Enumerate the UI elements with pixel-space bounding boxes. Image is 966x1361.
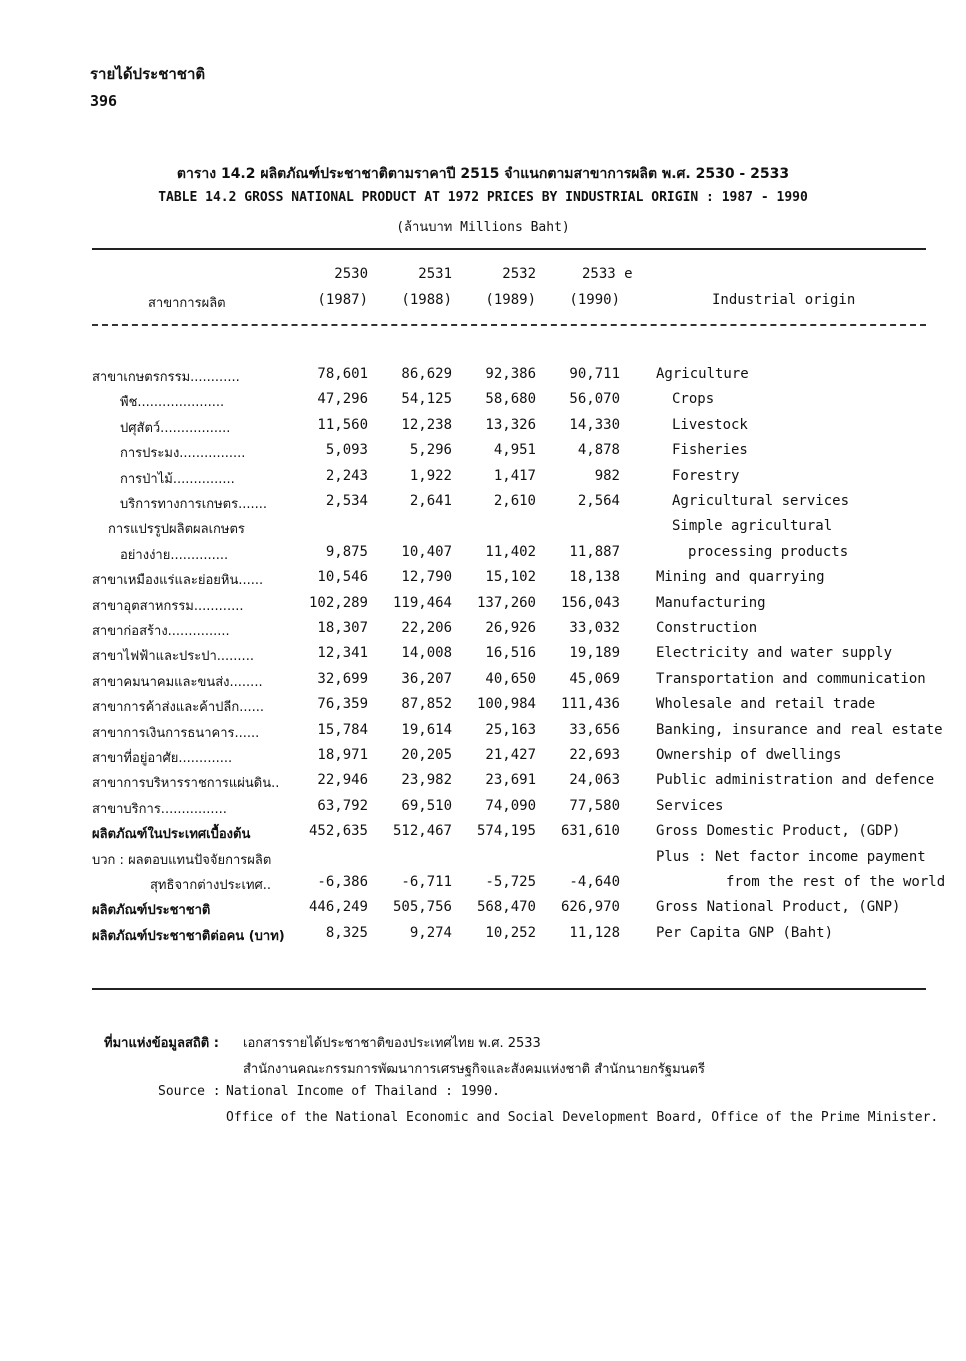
source-label-thai: ที่มาแห่งข้อมูลสถิติ : (104, 1036, 219, 1051)
row-value-1987: -6,386 (317, 874, 368, 890)
table-row (0, 417, 966, 442)
row-sector-thai: สาขาก่อสร้าง............... (92, 624, 230, 639)
row-origin-english: Services (656, 797, 724, 814)
row-sector-thai: สาขาเกษตรกรรม............ (92, 370, 240, 385)
table-title-thai: ตาราง 14.2 ผลิตภัณฑ์ประชาชาติตามราคาปี 2515 จำแนกตามสาขาการผลิต พ.ศ. 2530 - 2533 (176, 166, 790, 182)
table-row (0, 366, 966, 391)
row-sector-thai: การแปรรูปผลิตผลเกษตร (108, 522, 245, 538)
row-value-1987: 18,971 (317, 747, 368, 763)
row-value-1987: 5,093 (325, 442, 368, 459)
table-row (0, 493, 966, 518)
table-row (0, 722, 966, 747)
header-year-2532: 2532 (502, 266, 536, 282)
row-value-1989: 58,680 (485, 391, 536, 408)
table-row (0, 874, 966, 899)
header-year-2533: 2533 e (582, 266, 633, 282)
row-value-1987: 78,601 (317, 366, 368, 382)
row-sector-thai: สาขาคมนาคมและขนส่ง........ (92, 674, 263, 690)
row-origin-english: Mining and quarrying (656, 569, 825, 586)
row-value-1990: 626,970 (560, 899, 620, 916)
row-value-1987: 2,243 (325, 467, 368, 484)
row-origin-english: Gross Domestic Product, (GDP) (656, 823, 901, 840)
row-value-1988: 69,510 (401, 797, 452, 814)
row-value-1989: 100,984 (476, 696, 536, 713)
row-value-1989: 13,326 (485, 416, 536, 433)
header-year-2531: 2531 (418, 266, 452, 282)
table-row (0, 925, 966, 950)
row-value-1988: 14,008 (401, 645, 452, 662)
row-origin-english: Electricity and water supply (656, 645, 893, 662)
row-value-1989: 568,470 (476, 899, 536, 916)
row-origin-english: Transportation and communication (656, 670, 926, 687)
row-value-1989: 16,516 (485, 645, 536, 662)
table-row (0, 544, 966, 569)
header-sector-thai: สาขาการผลิต (148, 296, 226, 311)
row-value-1988: 36,207 (401, 670, 452, 687)
row-value-1989: 4,951 (493, 442, 536, 459)
page-number: 396 (90, 92, 118, 110)
row-origin-english: Banking, insurance and real estate (656, 721, 943, 738)
table-row (0, 772, 966, 797)
table-row (0, 569, 966, 594)
row-value-1987: 18,307 (317, 620, 368, 636)
row-value-1990: 45,069 (569, 670, 620, 687)
row-value-1990: 4,878 (577, 442, 620, 459)
row-value-1988: -6,711 (401, 874, 452, 890)
row-origin-english: Simple agricultural (672, 518, 833, 535)
row-value-1989: 137,260 (476, 594, 536, 611)
row-value-1990: 982 (594, 467, 620, 484)
row-value-1990: 33,032 (569, 620, 620, 636)
header-year-1990: (1990) (569, 292, 620, 308)
row-value-1987: 32,699 (317, 670, 368, 687)
row-value-1989: 92,386 (485, 366, 536, 382)
row-value-1990: 111,436 (560, 696, 620, 713)
row-value-1989: -5,725 (485, 874, 536, 890)
row-sector-thai: สาขาการเงินการธนาคาร...... (92, 725, 260, 741)
row-sector-thai: สาขาการค้าส่งและค้าปลีก...... (92, 700, 265, 716)
row-origin-english: Manufacturing (656, 594, 766, 611)
row-value-1990: 56,070 (569, 391, 620, 408)
row-sector-thai: อย่างง่าย.............. (120, 547, 229, 563)
row-sector-thai: ผลิตภัณฑ์ประชาชาติต่อคน (บาท) (92, 928, 285, 944)
row-value-1987: 22,946 (317, 772, 368, 789)
row-sector-thai: บวก : ผลตอบแทนปัจจัยการผลิต (92, 852, 272, 868)
row-value-1987: 11,560 (317, 416, 368, 433)
running-head: รายได้ประชาชาติ (90, 65, 206, 83)
table-row (0, 645, 966, 670)
source-line1-thai: เอกสารรายได้ประชาชาติของประเทศไทย พ.ศ. 2533 (243, 1036, 541, 1051)
row-sector-thai: การประมง................ (120, 446, 246, 462)
table-row (0, 823, 966, 848)
row-value-1987: 76,359 (317, 696, 368, 713)
row-value-1990: 90,711 (569, 366, 620, 382)
row-origin-english: Livestock (672, 416, 748, 433)
table-row (0, 671, 966, 696)
header-year-1988: (1988) (401, 292, 452, 308)
row-value-1987: 102,289 (308, 594, 368, 611)
row-value-1988: 512,467 (392, 823, 452, 840)
header-separator-rule (92, 324, 926, 326)
table-row (0, 747, 966, 772)
table-title-english: TABLE 14.2 GROSS NATIONAL PRODUCT AT 1972 PRICES BY INDUSTRIAL ORIGIN : 1987 - 1990 (158, 190, 808, 205)
row-value-1990: 11,887 (569, 543, 620, 560)
header-year-2530: 2530 (334, 266, 368, 282)
row-sector-thai: สุทธิจากต่างประเทศ.. (150, 878, 272, 893)
row-value-1989: 1,417 (493, 467, 536, 484)
row-value-1990: -4,640 (569, 874, 620, 890)
header-year-1989: (1989) (485, 292, 536, 308)
row-value-1987: 8,325 (325, 924, 368, 941)
table-row (0, 391, 966, 416)
row-sector-thai: สาขาอุตสาหกรรม............ (92, 598, 244, 614)
row-value-1988: 87,852 (401, 696, 452, 713)
table-row (0, 620, 966, 645)
table-row (0, 899, 966, 924)
row-sector-thai: สาขาบริการ................ (92, 801, 227, 817)
row-value-1987: 9,875 (325, 543, 368, 560)
row-value-1988: 505,756 (392, 899, 452, 916)
row-sector-thai: ผลิตภัณฑ์ในประเทศเบื้องต้น (92, 827, 251, 843)
row-origin-english: Ownership of dwellings (656, 747, 842, 763)
row-value-1989: 15,102 (485, 569, 536, 586)
row-value-1988: 9,274 (409, 924, 452, 941)
row-value-1987: 10,546 (317, 569, 368, 586)
row-origin-english: Agricultural services (672, 493, 850, 509)
row-origin-english: Per Capita GNP (Baht) (656, 924, 834, 941)
row-origin-english: processing products (688, 543, 849, 560)
row-value-1988: 12,790 (401, 569, 452, 586)
table-row (0, 518, 966, 543)
row-value-1989: 11,402 (485, 543, 536, 560)
row-origin-english: Fisheries (672, 442, 748, 459)
row-value-1988: 2,641 (409, 493, 452, 509)
table-row (0, 696, 966, 721)
row-value-1987: 47,296 (317, 391, 368, 408)
row-origin-english: Gross National Product, (GNP) (656, 899, 901, 916)
row-value-1988: 5,296 (409, 442, 452, 459)
header-industrial-origin: Industrial origin (712, 292, 856, 308)
row-value-1989: 23,691 (485, 772, 536, 789)
row-value-1990: 77,580 (569, 797, 620, 814)
row-value-1988: 12,238 (401, 416, 452, 433)
row-value-1989: 574,195 (476, 823, 536, 840)
row-value-1987: 63,792 (317, 797, 368, 814)
row-value-1990: 24,063 (569, 772, 620, 789)
row-value-1987: 12,341 (317, 645, 368, 662)
row-value-1988: 19,614 (401, 721, 452, 738)
row-value-1987: 452,635 (308, 823, 368, 840)
row-sector-thai: ผลิตภัณฑ์ประชาชาติ (92, 903, 211, 919)
row-value-1990: 22,693 (569, 747, 620, 763)
table-top-rule (92, 248, 926, 250)
row-origin-english: Crops (672, 391, 715, 408)
table-bottom-rule (92, 988, 926, 990)
source-line2-english: Office of the National Economic and Social Development Board, Office of the Prime Minister. (226, 1110, 939, 1125)
table-row (0, 798, 966, 823)
row-value-1990: 631,610 (560, 823, 620, 840)
row-sector-thai: การป่าไม้............... (120, 471, 235, 487)
row-origin-english: from the rest of the world (726, 874, 946, 890)
row-origin-english: Plus : Net factor income payment (656, 848, 926, 865)
row-value-1989: 26,926 (485, 620, 536, 636)
unit-caption: (ล้านบาท Millions Baht) (396, 220, 570, 235)
row-value-1989: 25,163 (485, 721, 536, 738)
row-value-1990: 33,656 (569, 721, 620, 738)
row-value-1990: 2,564 (577, 493, 620, 509)
row-origin-english: Wholesale and retail trade (656, 696, 876, 713)
row-origin-english: Construction (656, 620, 758, 636)
source-line1-english: National Income of Thailand : 1990. (226, 1084, 500, 1099)
row-origin-english: Forestry (672, 467, 740, 484)
row-sector-thai: สาขาที่อยู่อาศัย............. (92, 751, 233, 766)
row-sector-thai: สาขาการบริหารราชการแผ่นดิน.. (92, 776, 280, 792)
row-value-1988: 1,922 (409, 467, 452, 484)
row-value-1989: 21,427 (485, 747, 536, 763)
row-value-1987: 15,784 (317, 721, 368, 738)
row-sector-thai: พืช..................... (120, 395, 225, 411)
row-sector-thai: บริการทางการเกษตร....... (120, 497, 267, 512)
row-value-1989: 74,090 (485, 797, 536, 814)
row-value-1988: 54,125 (401, 391, 452, 408)
table-row (0, 849, 966, 874)
row-value-1990: 14,330 (569, 416, 620, 433)
row-value-1988: 119,464 (392, 594, 452, 611)
row-value-1988: 86,629 (401, 366, 452, 382)
row-sector-thai: สาขาไฟฟ้าและประปา......... (92, 649, 254, 665)
row-value-1988: 20,205 (401, 747, 452, 763)
row-value-1990: 156,043 (560, 594, 620, 611)
row-value-1989: 40,650 (485, 670, 536, 687)
row-sector-thai: สาขาเหมืองแร่และย่อยหิน...... (92, 573, 264, 589)
row-value-1989: 10,252 (485, 924, 536, 941)
row-origin-english: Agriculture (656, 366, 749, 382)
row-value-1990: 11,128 (569, 924, 620, 941)
row-value-1988: 23,982 (401, 772, 452, 789)
header-year-1987: (1987) (317, 292, 368, 308)
row-origin-english: Public administration and defence (656, 772, 935, 789)
row-value-1990: 18,138 (569, 569, 620, 586)
table-row (0, 468, 966, 493)
row-value-1987: 2,534 (325, 493, 368, 509)
row-value-1988: 10,407 (401, 543, 452, 560)
row-value-1987: 446,249 (308, 899, 368, 916)
row-value-1989: 2,610 (493, 493, 536, 509)
table-row (0, 595, 966, 620)
row-value-1990: 19,189 (569, 645, 620, 662)
row-sector-thai: ปศุสัตว์................. (120, 420, 231, 436)
row-value-1988: 22,206 (401, 620, 452, 636)
source-line2-thai: สำนักงานคณะกรรมการพัฒนาการเศรษฐกิจและสังคมแห่งชาติ สำนักนายกรัฐมนตรี (243, 1062, 705, 1077)
table-row (0, 442, 966, 467)
source-label-english: Source : (158, 1084, 221, 1099)
